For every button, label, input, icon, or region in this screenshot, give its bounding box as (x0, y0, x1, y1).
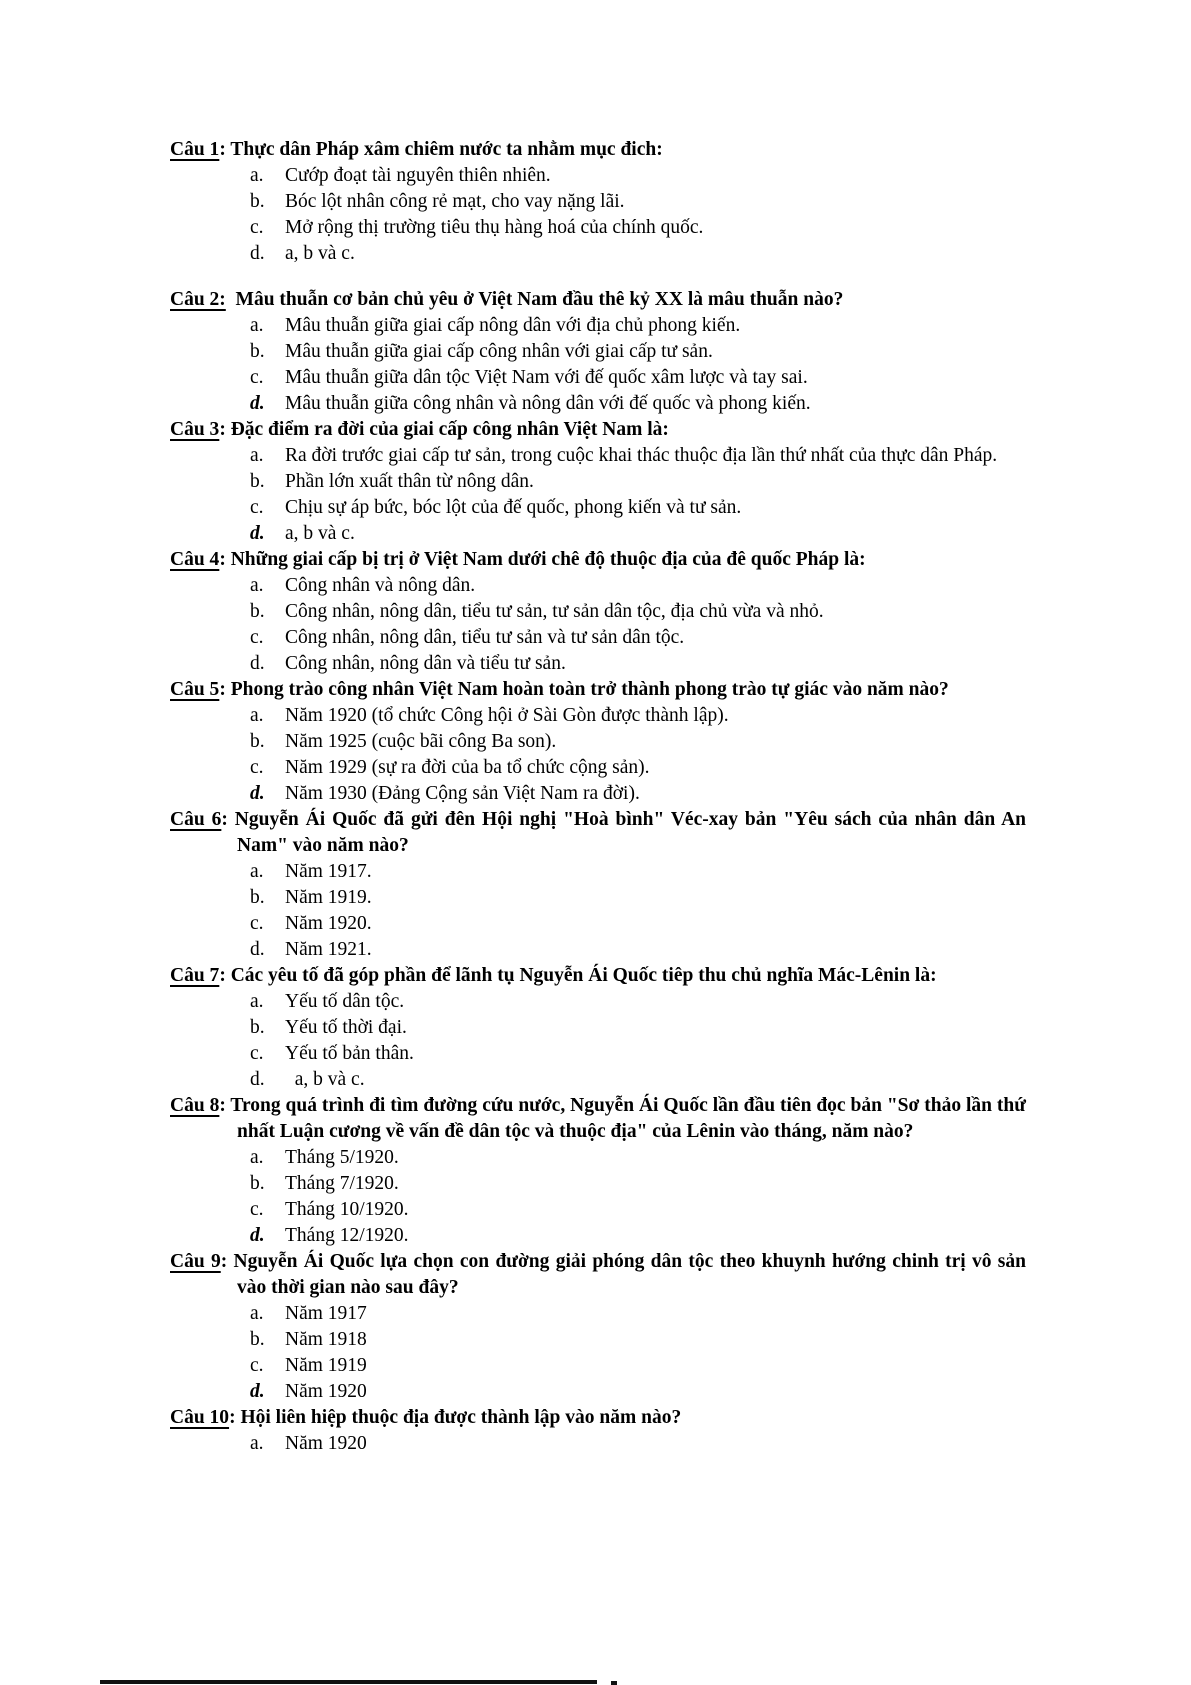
answer-option-letter: a. (250, 165, 264, 186)
question-block (170, 1093, 1026, 1249)
answer-option-row (250, 885, 1026, 911)
answer-option-row (250, 241, 1026, 267)
question-title (170, 137, 1026, 163)
answer-option-text: Năm 1920. (285, 913, 372, 934)
question-number-label: Câu 6 (170, 809, 222, 830)
question-title (170, 1093, 1026, 1145)
answer-option-text: Năm 1919 (285, 1355, 367, 1376)
answer-option-text: Tháng 10/1920. (285, 1199, 409, 1220)
answer-option-row (250, 1067, 1026, 1093)
answer-option-text: Năm 1921. (285, 939, 372, 960)
answer-option-row (250, 469, 1026, 495)
answer-option-letter: d. (250, 1381, 265, 1402)
question-number-label: Câu 3 (170, 419, 220, 440)
answer-option-row (250, 1171, 1026, 1197)
question-number-label: Câu 8 (170, 1095, 220, 1116)
question-number-label: Câu 4 (170, 549, 220, 570)
question-text: Nguyễn Ái Quốc lựa chọn con đường giải phóng dân tộc theo khuynh hướng chinh trị vô sản vào thời gian nào sau đây? (233, 1251, 1026, 1298)
question-block (170, 417, 1026, 547)
answer-option-text: Ra đời trước giai cấp tư sản, trong cuộc khai thác thuộc địa lần thứ nhất của thực dân Pháp. (285, 445, 998, 466)
answer-option-text: Mâu thuẫn giữa công nhân và nông dân với đế quốc và phong kiến. (285, 393, 811, 414)
answer-options (250, 703, 1026, 807)
question-number-label: Câu 2: (170, 289, 226, 310)
answer-option-row (250, 1197, 1026, 1223)
answer-option-letter: c. (250, 217, 264, 238)
answer-option-letter: b. (250, 1017, 265, 1038)
answer-option-row (250, 313, 1026, 339)
answer-option-row (250, 339, 1026, 365)
question-number-label: Câu 10 (170, 1407, 230, 1428)
question-title (170, 807, 1026, 859)
question-title (170, 963, 1026, 989)
answer-option-row (250, 391, 1026, 417)
answer-option-letter: d. (250, 393, 265, 414)
answer-option-letter: c. (250, 497, 264, 518)
answer-option-letter: a. (250, 1433, 264, 1454)
answer-option-text: Yếu tố thời đại. (285, 1017, 407, 1038)
answer-option-letter: d. (250, 939, 265, 960)
answer-option-text: Năm 1929 (sự ra đời của ba tổ chức cộng sản). (285, 757, 650, 778)
answer-option-row (250, 989, 1026, 1015)
question-text: Đặc điểm ra đời của giai cấp công nhân Việt Nam là: (230, 419, 669, 440)
questions (170, 137, 1026, 1457)
question-block (170, 287, 1026, 417)
answer-option-row (250, 1041, 1026, 1067)
answer-option-text: a, b và c. (285, 523, 355, 544)
answer-option-letter: a. (250, 705, 264, 726)
answer-option-letter: a. (250, 1147, 264, 1168)
answer-options (250, 1145, 1026, 1249)
answer-option-text: Công nhân, nông dân, tiểu tư sản và tư sản dân tộc. (285, 627, 685, 648)
answer-option-text: Yếu tố dân tộc. (285, 991, 405, 1012)
answer-option-text: Năm 1920 (285, 1433, 367, 1454)
answer-option-text: Yếu tố bản thân. (285, 1043, 414, 1064)
answer-option-text: Năm 1930 (Đảng Cộng sản Việt Nam ra đời). (285, 783, 640, 804)
question-separator: : (220, 1251, 234, 1272)
answer-option-text: Năm 1920 (tổ chức Công hội ở Sài Gòn được thành lập). (285, 705, 729, 726)
question-text: Những giai cấp bị trị ở Việt Nam dưới chê độ thuộc địa của đê quốc Pháp là: (230, 549, 866, 570)
answer-option-letter: c. (250, 1355, 264, 1376)
question-separator: : (221, 809, 235, 830)
answer-option-letter: a. (250, 445, 264, 466)
question-block (170, 547, 1026, 677)
answer-option-text: Chịu sự áp bức, bóc lột của đế quốc, phong kiến và tư sản. (285, 497, 742, 518)
answer-option-letter: a. (250, 1303, 264, 1324)
question-block (170, 137, 1026, 267)
answer-options (250, 859, 1026, 963)
answer-option-text: Năm 1919. (285, 887, 372, 908)
answer-option-row (250, 1223, 1026, 1249)
question-number-label: Câu 9 (170, 1251, 221, 1272)
answer-option-letter: c. (250, 757, 264, 778)
answer-options (250, 443, 1026, 547)
answer-option-letter: a. (250, 315, 264, 336)
answer-option-row (250, 937, 1026, 963)
question-separator: : (219, 1095, 231, 1116)
answer-option-row (250, 781, 1026, 807)
answer-option-text: Năm 1920 (285, 1381, 367, 1402)
footnote-rule (100, 1680, 597, 1684)
question-number-label: Câu 1 (170, 139, 220, 160)
answer-option-letter: b. (250, 1173, 265, 1194)
answer-option-row (250, 651, 1026, 677)
answer-option-row (250, 189, 1026, 215)
answer-option-letter: b. (250, 341, 265, 362)
question-separator: : (219, 419, 231, 440)
answer-option-row (250, 215, 1026, 241)
answer-option-letter: a. (250, 861, 264, 882)
question-text: Trong quá trình đi tìm đường cứu nước, Nguyễn Ái Quốc lần đầu tiên đọc bản "Sơ thảo lần thứ nhất Luận cương về vấn đề dân tộc và thuộc địa" của Lênin vào tháng, năm nào? (230, 1095, 1026, 1142)
question-separator: : (219, 679, 231, 700)
answer-option-row (250, 521, 1026, 547)
answer-option-letter: c. (250, 627, 264, 648)
answer-option-letter: b. (250, 731, 265, 752)
answer-option-text: Công nhân, nông dân và tiểu tư sản. (285, 653, 566, 674)
question-text: Nguyễn Ái Quốc đã gửi đên Hội nghị "Hoà bình" Véc-xay bản "Yêu sách của nhân dân An Nam" vào năm nào? (234, 809, 1026, 856)
answer-option-row (250, 859, 1026, 885)
answer-option-text: Công nhân và nông dân. (285, 575, 476, 596)
answer-option-row (250, 495, 1026, 521)
question-number-label: Câu 7 (170, 965, 220, 986)
answer-option-row (250, 703, 1026, 729)
question-text: Hội liên hiệp thuộc địa được thành lập vào năm nào? (240, 1407, 682, 1428)
question-block (170, 1405, 1026, 1457)
answer-option-letter: b. (250, 887, 265, 908)
answer-option-letter: d. (250, 1069, 265, 1090)
question-text: Mâu thuẫn cơ bản chủ yêu ở Việt Nam đầu thê kỷ XX là mâu thuẫn nào? (235, 289, 844, 310)
answer-option-letter: d. (250, 1225, 265, 1246)
answer-option-letter: a. (250, 575, 264, 596)
answer-option-letter: c. (250, 913, 264, 934)
answer-option-row (250, 1431, 1026, 1457)
answer-option-text: Mâu thuẫn giữa giai cấp công nhân với giai cấp tư sản. (285, 341, 713, 362)
question-separator: : (219, 549, 231, 570)
answer-option-letter: c. (250, 1043, 264, 1064)
question-separator (226, 289, 236, 310)
answer-option-text: Phần lớn xuất thân từ nông dân. (285, 471, 534, 492)
answer-options (250, 163, 1026, 267)
question-block (170, 1249, 1026, 1405)
answer-option-letter: b. (250, 601, 265, 622)
answer-option-text: Năm 1925 (cuộc bãi công Ba son). (285, 731, 557, 752)
answer-option-row (250, 729, 1026, 755)
answer-option-letter: d. (250, 653, 265, 674)
answer-option-row (250, 163, 1026, 189)
question-title (170, 547, 1026, 573)
answer-option-row (250, 625, 1026, 651)
answer-option-row (250, 1145, 1026, 1171)
question-block (170, 963, 1026, 1093)
answer-option-row (250, 1353, 1026, 1379)
question-separator: : (219, 139, 231, 160)
answer-option-letter: c. (250, 1199, 264, 1220)
question-text: Các yêu tố đã góp phần để lãnh tụ Nguyễn Ái Quốc tiêp thu chủ nghĩa Mác-Lênin là: (230, 965, 937, 986)
answer-option-text: Mâu thuẫn giữa dân tộc Việt Nam với đế quốc xâm lược và tay sai. (285, 367, 808, 388)
answer-option-text: Cướp đoạt tài nguyên thiên nhiên. (285, 165, 551, 186)
answer-option-text: Tháng 5/1920. (285, 1147, 399, 1168)
answer-option-text: Tháng 12/1920. (285, 1225, 409, 1246)
answer-option-letter: d. (250, 783, 265, 804)
question-title (170, 287, 1026, 313)
question-text: Phong trào công nhân Việt Nam hoàn toàn trở thành phong trào tự giác vào năm nào? (230, 679, 949, 700)
answer-option-row (250, 755, 1026, 781)
answer-option-row (250, 1327, 1026, 1353)
question-title (170, 1405, 1026, 1431)
question-separator: : (219, 965, 231, 986)
answer-options (250, 313, 1026, 417)
answer-option-text: Công nhân, nông dân, tiểu tư sản, tư sản dân tộc, địa chủ vừa và nhỏ. (285, 601, 824, 622)
question-text: Thực dân Pháp xâm chiêm nước ta nhằm mục đich: (230, 139, 663, 160)
answer-option-text: Năm 1917 (285, 1303, 367, 1324)
answer-option-row (250, 573, 1026, 599)
answer-option-letter: c. (250, 367, 264, 388)
question-block (170, 807, 1026, 963)
answer-option-letter: d. (250, 523, 265, 544)
answer-option-row (250, 443, 1026, 469)
answer-option-text: Năm 1917. (285, 861, 372, 882)
answer-option-text: Bóc lột nhân công rẻ mạt, cho vay nặng lãi. (285, 191, 625, 212)
question-separator: : (229, 1407, 241, 1428)
answer-option-letter: b. (250, 191, 265, 212)
answer-option-text: Năm 1918 (285, 1329, 367, 1350)
footnote-rule-end-dot (611, 1681, 617, 1685)
question-title (170, 677, 1026, 703)
answer-options (250, 1431, 1026, 1457)
answer-option-letter: a. (250, 991, 264, 1012)
answer-option-row (250, 365, 1026, 391)
answer-option-text: Mở rộng thị trường tiêu thụ hàng hoá của chính quốc. (285, 217, 704, 238)
answer-option-text: Mâu thuẫn giữa giai cấp nông dân với địa chủ phong kiến. (285, 315, 741, 336)
answer-options (250, 573, 1026, 677)
answer-option-row (250, 1379, 1026, 1405)
answer-option-letter: d. (250, 243, 265, 264)
answer-option-row (250, 599, 1026, 625)
answer-option-text: a, b và c. (285, 243, 355, 264)
question-block (170, 677, 1026, 807)
answer-option-text: Tháng 7/1920. (285, 1173, 399, 1194)
question-number-label: Câu 5 (170, 679, 220, 700)
answer-option-text: a, b và c. (285, 1069, 365, 1090)
answer-option-letter: b. (250, 471, 265, 492)
answer-options (250, 989, 1026, 1093)
question-title (170, 1249, 1026, 1301)
answer-option-row (250, 911, 1026, 937)
answer-options (250, 1301, 1026, 1405)
question-title (170, 417, 1026, 443)
answer-option-letter: b. (250, 1329, 265, 1350)
answer-option-row (250, 1015, 1026, 1041)
answer-option-row (250, 1301, 1026, 1327)
